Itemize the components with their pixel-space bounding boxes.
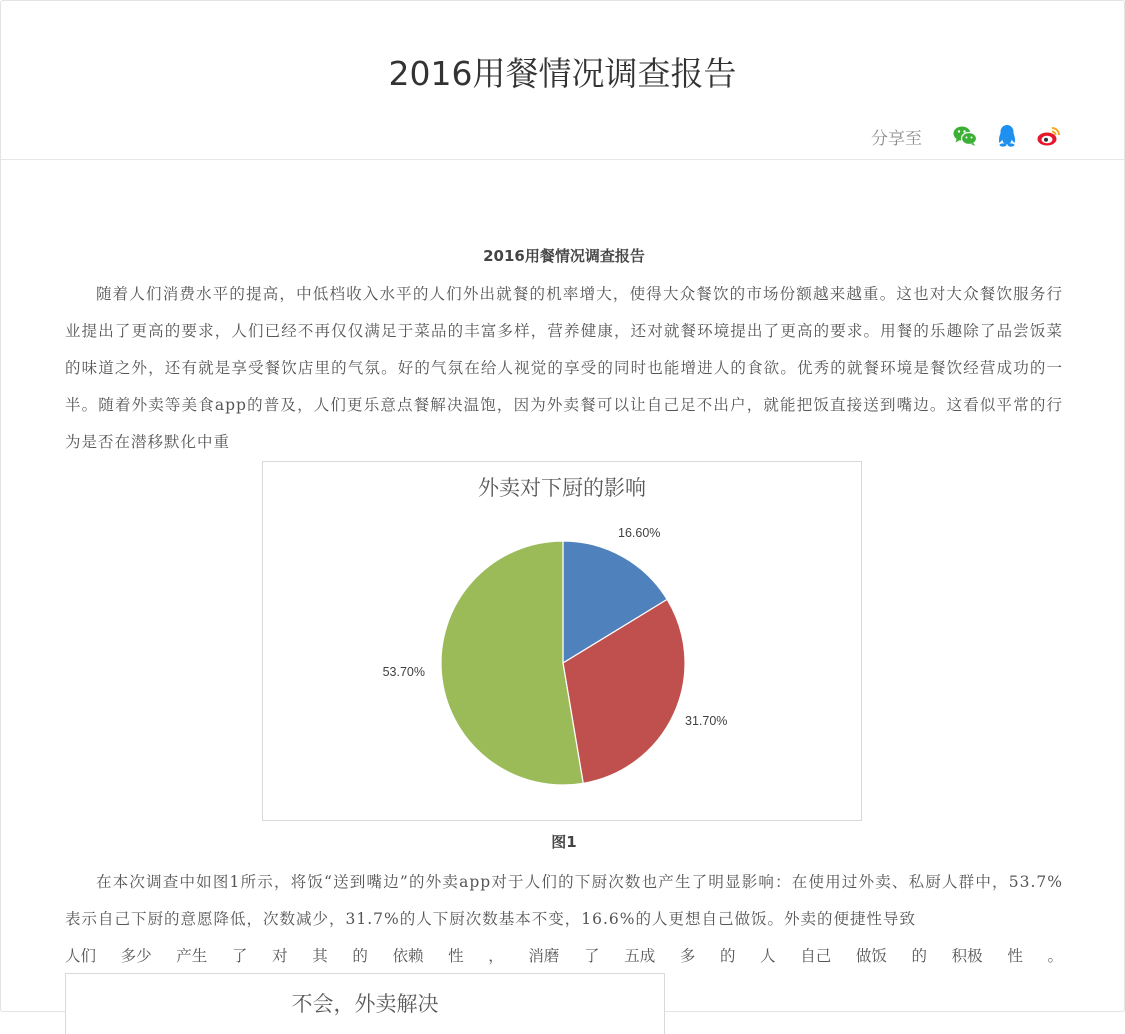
pie-chart-1 — [262, 461, 862, 821]
page-header — [1, 1, 1124, 160]
text-token: ， — [488, 947, 504, 965]
pie-data-label: 16.60% — [618, 526, 661, 540]
text-token: 的 — [719, 947, 736, 965]
text-token: 对 — [272, 947, 288, 965]
text-token: 积极 — [951, 947, 983, 965]
text-token: 人们 — [65, 947, 97, 965]
wechat-icon[interactable] — [952, 123, 978, 149]
chart-title: 外卖对下厨的影响 — [478, 476, 646, 500]
figure-caption: 图1 — [551, 833, 577, 851]
chart-title: 不会，外卖解决 — [291, 992, 439, 1016]
text-token: 的 — [352, 947, 368, 965]
text-token: 其 — [312, 947, 328, 965]
paragraph-findings-last-line — [65, 938, 1063, 975]
page-title: 2016用餐情况调查报告 — [388, 54, 737, 93]
text-token: 消磨 — [528, 947, 560, 965]
text-token: 的 — [911, 947, 928, 965]
pie-data-label: 31.70% — [685, 714, 728, 728]
text-token: 多 — [679, 947, 696, 965]
text-token: 自己 — [800, 947, 832, 965]
article-title: 2016用餐情况调查报告 — [483, 247, 645, 265]
text-token: 性 — [448, 947, 464, 965]
paragraph-intro: 随着人们消费水平的提高，中低档收入水平的人们外出就餐的机率增大，使得大众餐饮的市场份额越来越重。这也对大众餐饮服务行业提出了更高的要求，人们已经不再仅仅满足于菜品的丰富多样，营养健康，还对就餐环境提出了更高的要求。用餐的乐趣除了品尝饭菜的味道之外，还有就是享受餐饮店里的气氛。好的气氛在给人视觉的享受的同时也能增进人的食欲。优秀的就餐环境是餐饮经营成功的一半。随着外卖等美食app的普及，人们更乐意点餐解决温饱，因为外卖餐可以让自己足不出户，就能把饭直接送到嘴边。这看似平常的行为是否在潜移默化中重 — [65, 285, 1063, 451]
weibo-icon[interactable] — [1036, 123, 1062, 149]
pie-chart-2 — [65, 973, 665, 1034]
text-token: 产生 — [176, 947, 208, 965]
text-token: 了 — [584, 947, 600, 965]
text-token: 五成 — [624, 947, 656, 965]
text-token: 性 — [1007, 947, 1023, 965]
text-token: 人 — [760, 947, 776, 965]
text-token: 多少 — [120, 947, 152, 965]
text-token: 。 — [1047, 947, 1063, 965]
text-token: 了 — [231, 947, 248, 965]
paragraph-findings: 在本次调查中如图1所示，将饭“送到嘴边”的外卖app对于人们的下厨次数也产生了明显影响：在使用过外卖、私厨人群中，53.7%表示自己下厨的意愿降低，次数减少，31.7%的人下厨次数基本不变，16.6%的人更想自己做饭。外卖的便捷性导致 — [65, 873, 1063, 928]
qq-icon[interactable] — [994, 123, 1020, 149]
text-token: 做饭 — [855, 947, 887, 965]
share-label: 分享至 — [871, 128, 922, 149]
pie-slice — [441, 541, 583, 785]
pie-chart-svg — [263, 462, 861, 820]
pie-data-label: 53.70% — [382, 665, 425, 679]
text-token: 依赖 — [392, 947, 424, 965]
share-bar — [871, 121, 1062, 151]
